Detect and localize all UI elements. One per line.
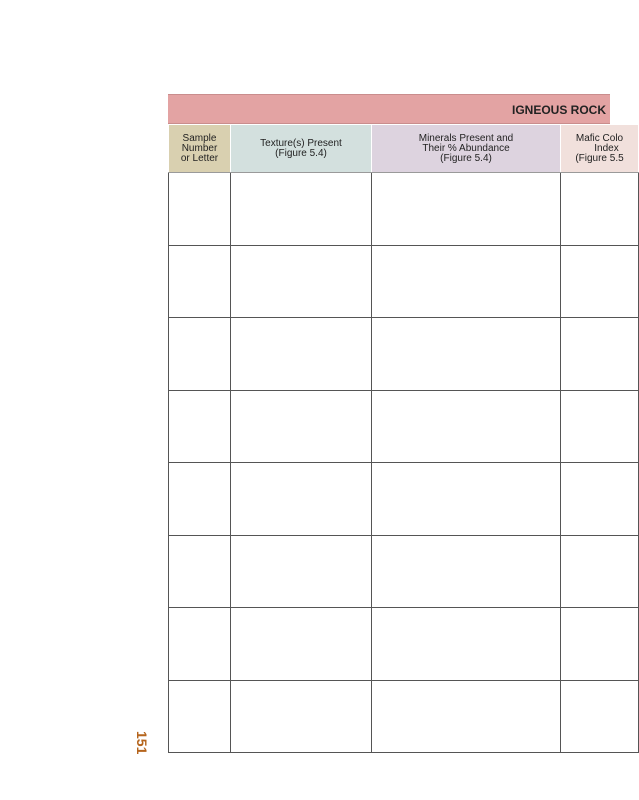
cell-sample-number[interactable] — [169, 173, 231, 246]
table-row — [169, 173, 639, 246]
cell-textures[interactable] — [231, 535, 372, 608]
page-number: 151 — [134, 731, 150, 755]
table-row — [169, 535, 639, 608]
header-mafic-line-1: Mafic Colo — [575, 132, 624, 144]
cell-minerals[interactable] — [372, 245, 561, 318]
header-textures-present — [231, 125, 372, 173]
header-minerals-line-3: (Figure 5.4) — [440, 152, 492, 164]
table-row — [169, 680, 639, 753]
cell-minerals[interactable] — [372, 318, 561, 391]
cell-mafic-index[interactable] — [561, 463, 639, 536]
cell-minerals[interactable] — [372, 390, 561, 463]
cell-minerals[interactable] — [372, 463, 561, 536]
cell-minerals[interactable] — [372, 680, 561, 753]
table-row — [169, 318, 639, 391]
cell-mafic-index[interactable] — [561, 535, 639, 608]
cell-mafic-index[interactable] — [561, 318, 639, 391]
cell-sample-number[interactable] — [169, 245, 231, 318]
igneous-rock-worksheet — [168, 94, 624, 754]
header-minerals-line-1: Minerals Present and — [418, 132, 514, 144]
cell-mafic-index[interactable] — [561, 173, 639, 246]
cell-sample-number[interactable] — [169, 608, 231, 681]
cell-minerals[interactable] — [372, 608, 561, 681]
table-title-bar — [168, 94, 610, 124]
cell-textures[interactable] — [231, 463, 372, 536]
header-texture-line-1: Texture(s) Present — [260, 137, 342, 149]
cell-mafic-index[interactable] — [561, 390, 639, 463]
header-mafic-color-index — [561, 125, 639, 173]
table-row — [169, 390, 639, 463]
cell-textures[interactable] — [231, 245, 372, 318]
table-title: IGNEOUS ROCK — [512, 103, 607, 117]
header-texture-line-2: (Figure 5.4) — [275, 147, 327, 159]
header-row — [169, 125, 639, 173]
cell-textures[interactable] — [231, 318, 372, 391]
cell-sample-number[interactable] — [169, 318, 231, 391]
table-row — [169, 608, 639, 681]
cell-sample-number[interactable] — [169, 680, 231, 753]
cell-minerals[interactable] — [372, 173, 561, 246]
table-body — [169, 173, 639, 753]
table-row — [169, 245, 639, 318]
cell-sample-number[interactable] — [169, 390, 231, 463]
header-minerals-line-2: Their % Abundance — [422, 142, 510, 154]
header-sample-line-3: or Letter — [180, 152, 219, 164]
table-row — [169, 463, 639, 536]
header-minerals-present — [372, 125, 561, 173]
cell-textures[interactable] — [231, 680, 372, 753]
cell-textures[interactable] — [231, 608, 372, 681]
header-sample-line-2: Number — [181, 142, 218, 154]
cell-mafic-index[interactable] — [561, 608, 639, 681]
header-sample-line-1: Sample — [182, 132, 217, 144]
cell-sample-number[interactable] — [169, 463, 231, 536]
header-sample-number — [169, 125, 231, 173]
cell-mafic-index[interactable] — [561, 245, 639, 318]
cell-minerals[interactable] — [372, 535, 561, 608]
cell-sample-number[interactable] — [169, 535, 231, 608]
header-mafic-line-2: Index — [594, 142, 619, 154]
cell-textures[interactable] — [231, 390, 372, 463]
cell-mafic-index[interactable] — [561, 680, 639, 753]
cell-textures[interactable] — [231, 173, 372, 246]
igneous-rock-table — [168, 124, 639, 753]
header-mafic-line-3: (Figure 5.5 — [575, 152, 624, 164]
